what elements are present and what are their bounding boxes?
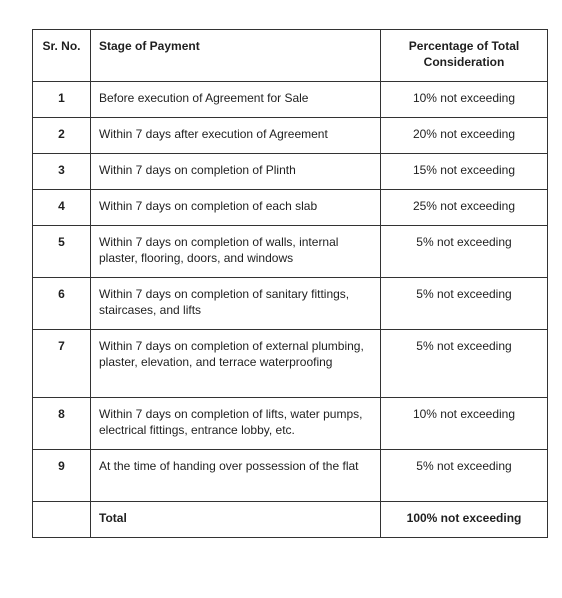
row-sr-no: 7 (33, 330, 91, 398)
row-stage: Within 7 days on completion of lifts, water pumps, electrical fittings, entrance lobby, etc. (91, 398, 381, 450)
row-sr-no: 6 (33, 278, 91, 330)
table-row (33, 278, 548, 330)
row-stage: Within 7 days on completion of each slab (91, 190, 381, 226)
row-percentage: 25% not exceeding (381, 190, 548, 226)
row-stage: Within 7 days on completion of Plinth (91, 154, 381, 190)
row-stage: Within 7 days on completion of external plumbing, plaster, elevation, and terrace waterproofing (91, 330, 381, 398)
header-percentage: Percentage of Total Consideration (381, 30, 548, 82)
row-percentage: 5% not exceeding (381, 226, 548, 278)
row-percentage: 15% not exceeding (381, 154, 548, 190)
row-percentage: 20% not exceeding (381, 118, 548, 154)
row-sr-no: 3 (33, 154, 91, 190)
row-sr-no: 9 (33, 450, 91, 502)
row-sr-no: 8 (33, 398, 91, 450)
table-row (33, 450, 548, 502)
table-row (33, 330, 548, 398)
table-row (33, 154, 548, 190)
row-stage: Within 7 days after execution of Agreement (91, 118, 381, 154)
payment-schedule-table (32, 29, 548, 538)
row-stage: At the time of handing over possession of the flat (91, 450, 381, 502)
row-sr-no: 1 (33, 82, 91, 118)
row-percentage: 5% not exceeding (381, 330, 548, 398)
row-stage: Before execution of Agreement for Sale (91, 82, 381, 118)
row-stage: Within 7 days on completion of sanitary fittings, staircases, and lifts (91, 278, 381, 330)
row-percentage: 5% not exceeding (381, 450, 548, 502)
row-percentage: 5% not exceeding (381, 278, 548, 330)
table-row (33, 398, 548, 450)
total-row (33, 502, 548, 538)
row-stage: Within 7 days on completion of walls, internal plaster, flooring, doors, and windows (91, 226, 381, 278)
row-sr-no: 2 (33, 118, 91, 154)
header-sr-no: Sr. No. (33, 30, 91, 82)
table-row (33, 226, 548, 278)
row-sr-no: 4 (33, 190, 91, 226)
table-row (33, 82, 548, 118)
row-percentage: 10% not exceeding (381, 82, 548, 118)
total-percentage: 100% not exceeding (381, 502, 548, 538)
table-row (33, 190, 548, 226)
total-sr-no (33, 502, 91, 538)
table-header-row (33, 30, 548, 82)
total-label: Total (91, 502, 381, 538)
row-percentage: 10% not exceeding (381, 398, 548, 450)
header-stage: Stage of Payment (91, 30, 381, 82)
table-row (33, 118, 548, 154)
row-sr-no: 5 (33, 226, 91, 278)
